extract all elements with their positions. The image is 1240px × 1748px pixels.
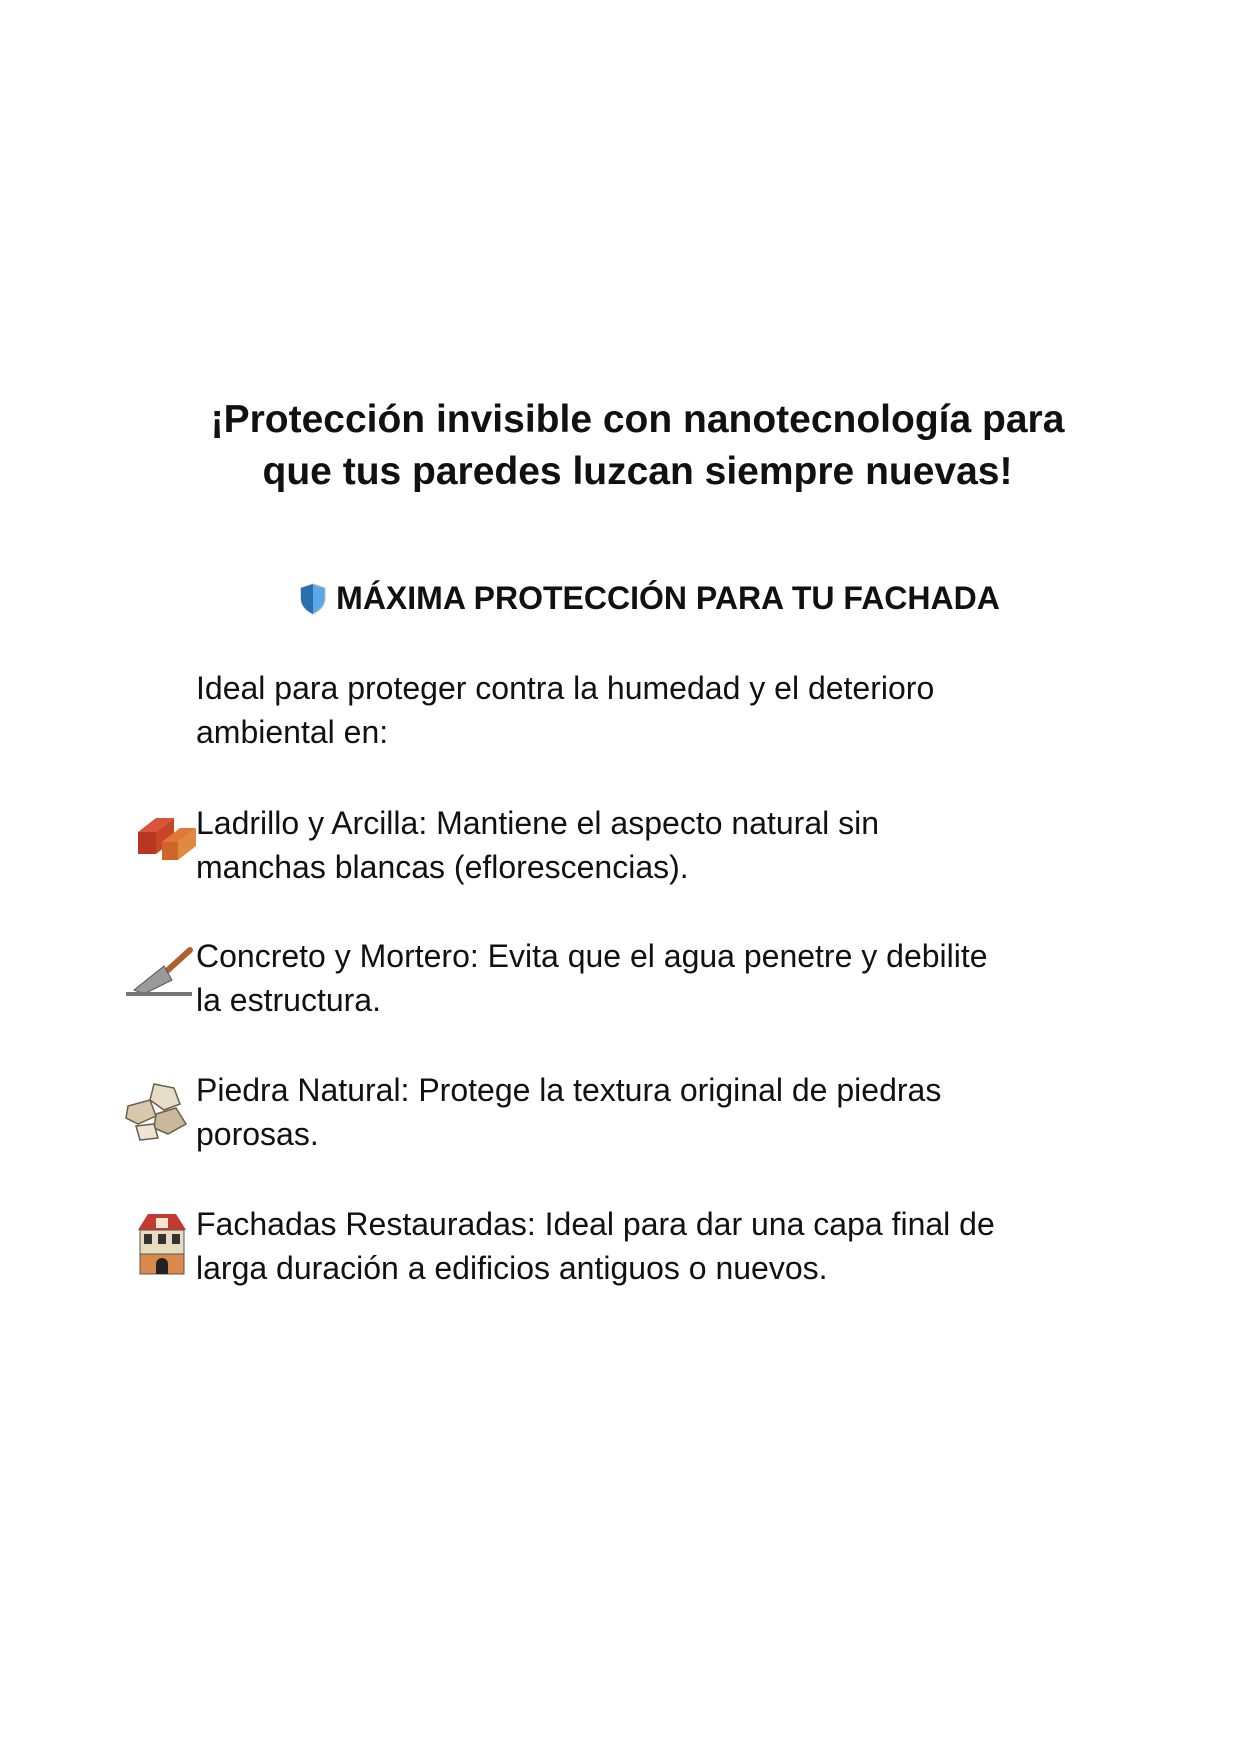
text-line: ambiental en: xyxy=(196,714,389,750)
text-line: Concreto y Mortero: Evita que el agua penetre y debilite xyxy=(196,938,988,974)
text-line: la estructura. xyxy=(196,982,381,1018)
text-line: Ladrillo y Arcilla: Mantiene el aspecto natural sin xyxy=(196,805,880,841)
trowel-icon xyxy=(124,946,196,1002)
text-line: porosas. xyxy=(196,1116,319,1152)
text-line: Piedra Natural: Protege la textura original de piedras xyxy=(196,1072,942,1108)
list-item xyxy=(196,801,879,889)
list-item xyxy=(196,1202,995,1290)
title-line: ¡Protección invisible con nanotecnología para xyxy=(210,398,1065,441)
text-line: Ideal para proteger contra la humedad y el deterioro xyxy=(196,670,935,706)
list-item xyxy=(196,1068,941,1156)
text-line: manchas blancas (eflorescencias). xyxy=(196,849,689,885)
text-line: larga duración a edificios antiguos o nuevos. xyxy=(196,1250,828,1286)
text-line: Fachadas Restauradas: Ideal para dar una capa final de xyxy=(196,1206,995,1242)
heading-text: MÁXIMA PROTECCIÓN PARA TU FACHADA xyxy=(336,580,1000,616)
page-title xyxy=(0,394,1240,498)
bricks-icon xyxy=(134,812,198,862)
section-heading xyxy=(0,578,1240,618)
list-item xyxy=(196,934,988,1022)
intro-paragraph xyxy=(196,666,934,754)
shield-icon xyxy=(300,583,326,615)
building-icon xyxy=(134,1210,190,1276)
rocks-icon xyxy=(124,1080,192,1142)
title-line: que tus paredes luzcan siempre nuevas! xyxy=(262,450,1013,493)
